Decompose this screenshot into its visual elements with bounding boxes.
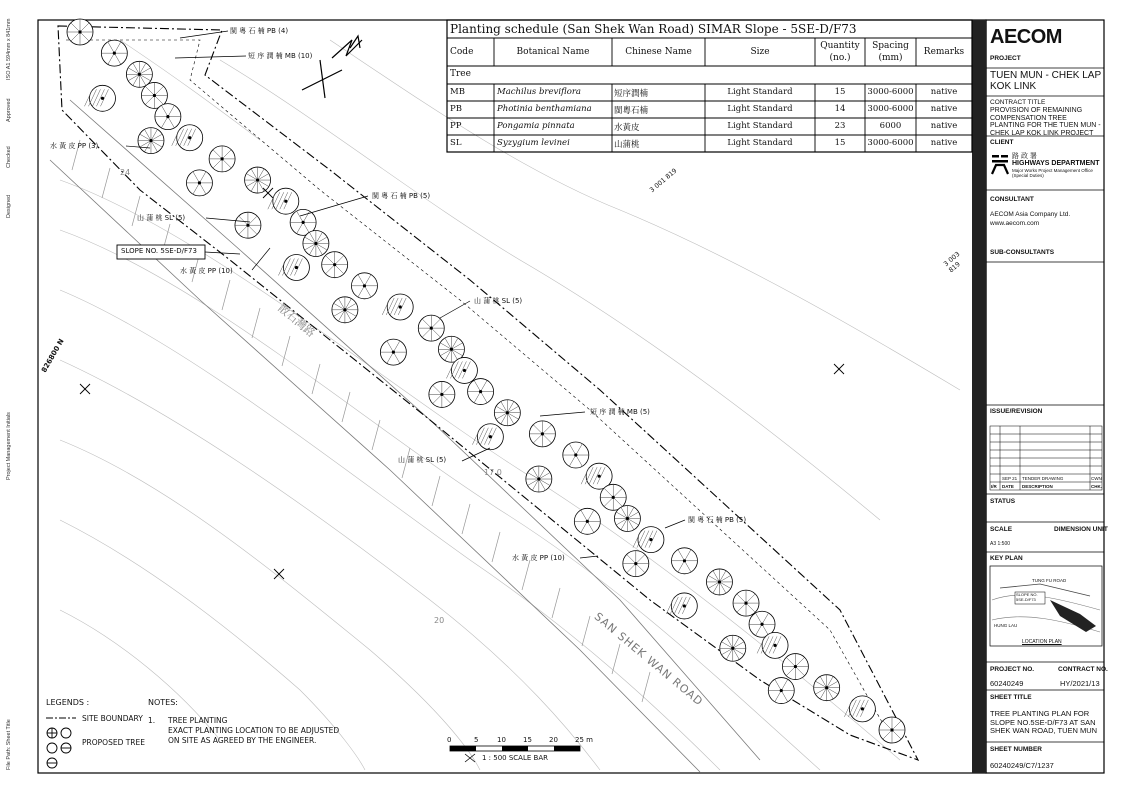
status-label: STATUS [990,498,1016,505]
legends-title: LEGENDS : [46,698,90,707]
sheet-number-label: SHEET NUMBER [990,746,1043,753]
contract-no-label: CONTRACT NO. [1058,666,1108,673]
scale-tick-25: 25 m [575,736,593,744]
margin-text-4: Approved [6,98,12,122]
contract-no: HY/2021/13 [1060,679,1100,688]
schedule-cell-size: Light Standard [727,138,793,148]
label-slope-no: SLOPE NO. 5SE-D/F73 [121,247,197,255]
schedule-header-chinese: Chinese Name [625,47,692,57]
legend-site-boundary: SITE BOUNDARY [82,714,143,723]
schedule-title: Planting schedule (San Shek Wan Road) SIMAR Slope - 5SE-D/F73 [450,22,857,36]
label-contour-17: 17.0 [484,468,502,477]
schedule-header-remarks: Remarks [923,47,965,57]
schedule-cell-botanical: Syzygium levinei [497,138,570,148]
schedule-cell-remarks: native [930,138,958,148]
schedule-cell-chinese: 閩粵石楠 [614,106,649,116]
schedule-cell-size: Light Standard [727,87,793,97]
schedule-cell-code: MB [450,87,465,97]
margin-text-3: Checked [6,146,12,168]
scale-tick-0: 0 [447,736,452,744]
scale-tick-20: 20 [549,736,558,744]
schedule-header-botanical: Botanical Name [516,47,590,57]
label-pb5b: 閩 粵 石 楠 PB (5) [688,516,747,524]
subconsultants-label: SUB-CONSULTANTS [990,249,1055,256]
label-pp10b: 水 黃 皮 PP (10) [512,554,565,562]
label-contour-20: 20 [434,616,445,625]
issue-revision-label: ISSUE/REVISION [990,408,1043,415]
schedule-cell-size: Light Standard [727,121,793,131]
contract-title: PROVISION OF REMAINING COMPENSATION TREE PLANTING FOR THE TUEN MUN - CHEK LAP KOK LINK PROJECT [990,107,1101,137]
issue-header-date: DATE [1002,484,1014,489]
client-label: CLIENT [990,139,1014,146]
legend-proposed-tree: PROPOSED TREE [82,738,145,747]
note-line-2: EXACT PLANTING LOCATION TO BE ADJUSTED [168,726,340,735]
label-sl5b: 山 蒲 桃 SL (5) [474,297,523,305]
project-name: TUEN MUN - CHEK LAP KOK LINK [990,70,1101,92]
label-sl5a: 山 蒲 桃 SL (5) [137,214,186,222]
label-coordinate-east-2: 3 003 819 [942,250,962,275]
label-mb5: 短 序 潤 楠 MB (5) [590,408,650,416]
scale-tick-10: 10 [497,736,506,744]
highways-department-logo [992,155,1008,174]
consultant-name: AECOM Asia Company Ltd. [990,211,1071,218]
issue-date: SEP 21 [1002,476,1018,481]
label-road-name-chinese: 散石灣路 [275,301,318,340]
schedule-cell-spacing: 3000-6000 [867,104,914,114]
scale-value: A3 1:500 [990,541,1011,547]
margin-text-2: Designed [6,194,12,218]
note-line-1: TREE PLANTING [168,716,228,725]
scale-tick-5: 5 [474,736,479,744]
margin-text-1: Project Management Initials [6,412,12,480]
label-mb10: 短 序 潤 楠 MB (10) [248,52,313,60]
issue-header-ir: I/R [991,484,997,489]
scale-bar-label: 1 : 500 SCALE BAR [482,754,548,762]
key-plan-slope: SLOPE NO. 5SE-D/F73 [1016,592,1038,602]
schedule-cell-quantity: 15 [834,138,846,148]
schedule-cell-remarks: native [930,121,958,131]
sheet-number: 60240249/C7/1237 [990,761,1054,770]
notes-title: NOTES: [148,698,178,707]
schedule-cell-chinese: 水黃皮 [614,123,640,133]
margin-text-5: ISO A1 594mm x 841mm [6,18,12,80]
schedule-cell-code: PP [450,121,462,131]
key-plan-label: KEY PLAN [990,555,1023,562]
schedule-header-spacing: Spacing (mm) [872,41,909,63]
label-pb5a: 閩 粵 石 楠 PB (5) [372,192,431,200]
label-road-name: SAN SHEK WAN ROAD [591,610,706,709]
note-number: 1. [148,716,156,725]
schedule-cell-quantity: 15 [834,87,846,97]
dimension-unit-label: DIMENSION UNIT [1054,526,1108,533]
project-label: PROJECT [990,55,1021,62]
margin-text-6: File Path: Sheet Title [6,719,12,770]
schedule-cell-botanical: Machilus breviflora [497,87,581,97]
project-no-label: PROJECT NO. [990,666,1035,673]
disclaimer-strip [972,20,986,773]
client-office: Major Works Project Management Office (Special Duties) [1012,168,1093,178]
schedule-header-code: Code [450,47,474,57]
client-name: HIGHWAYS DEPARTMENT [1012,160,1100,167]
note-line-3: ON SITE AS AGREED BY THE ENGINEER. [168,736,317,745]
scale-label: SCALE [990,526,1013,533]
scale-tick-15: 15 [523,736,532,744]
project-no: 60240249 [990,679,1024,688]
schedule-cell-remarks: native [930,87,958,97]
issue-description: TENDER DRAWING [1022,476,1064,481]
aecom-logo: AECOM [990,26,1062,48]
issue-header-checked: CHK. [1091,484,1102,489]
schedule-header-size: Size [750,47,770,57]
schedule-header-quantity: Quantity (no.) [820,41,860,63]
label-pp10a: 水 黃 皮 PP (10) [180,267,233,275]
consultant-label: CONSULTANT [990,196,1034,203]
issue-checked: CWN [1091,476,1102,481]
schedule-cell-spacing: 3000-6000 [867,87,914,97]
consultant-url: www.aecom.com [990,220,1040,227]
schedule-cell-code: PB [450,104,462,114]
label-sl5c: 山 蒲 桃 SL (5) [398,456,447,464]
sheet-title: TREE PLANTING PLAN FOR SLOPE NO.5SE-D/F73 AT SAN SHEK WAN ROAD, TUEN MUN [990,709,1098,735]
label-contour-24: 24 [120,168,131,177]
schedule-cell-spacing: 3000-6000 [867,138,914,148]
schedule-section-tree: Tree [450,69,471,79]
schedule-cell-size: Light Standard [727,104,793,114]
contract-title-label: CONTRACT TITLE [990,99,1046,106]
label-pp3: 水 黃 皮 PP (3) [50,142,99,150]
key-plan-caption: LOCATION PLAN [1022,639,1062,645]
schedule-cell-botanical: Pongamia pinnata [497,121,575,131]
issue-header-description: DESCRIPTION [1022,484,1053,489]
schedule-cell-spacing: 6000 [879,121,902,131]
label-pb4: 閩 粵 石 楠 PB (4) [230,27,289,35]
sheet-title-label: SHEET TITLE [990,694,1032,701]
key-plan-place: HUNG LAU [994,623,1018,628]
key-plan-road: TUNG FU ROAD [1032,578,1067,583]
label-coordinate-north: 826800 N [40,337,66,374]
schedule-cell-quantity: 23 [834,121,846,131]
schedule-cell-remarks: native [930,104,958,114]
schedule-cell-chinese: 山蒲桃 [614,140,640,150]
schedule-cell-botanical: Photinia benthamiana [497,104,592,114]
schedule-cell-quantity: 14 [834,104,846,114]
label-coordinate-east-1: 3 001 819 [648,166,679,195]
schedule-cell-code: SL [450,138,462,148]
client-chinese: 路 政 署 [1012,153,1037,160]
schedule-cell-chinese: 短序潤楠 [614,89,649,99]
